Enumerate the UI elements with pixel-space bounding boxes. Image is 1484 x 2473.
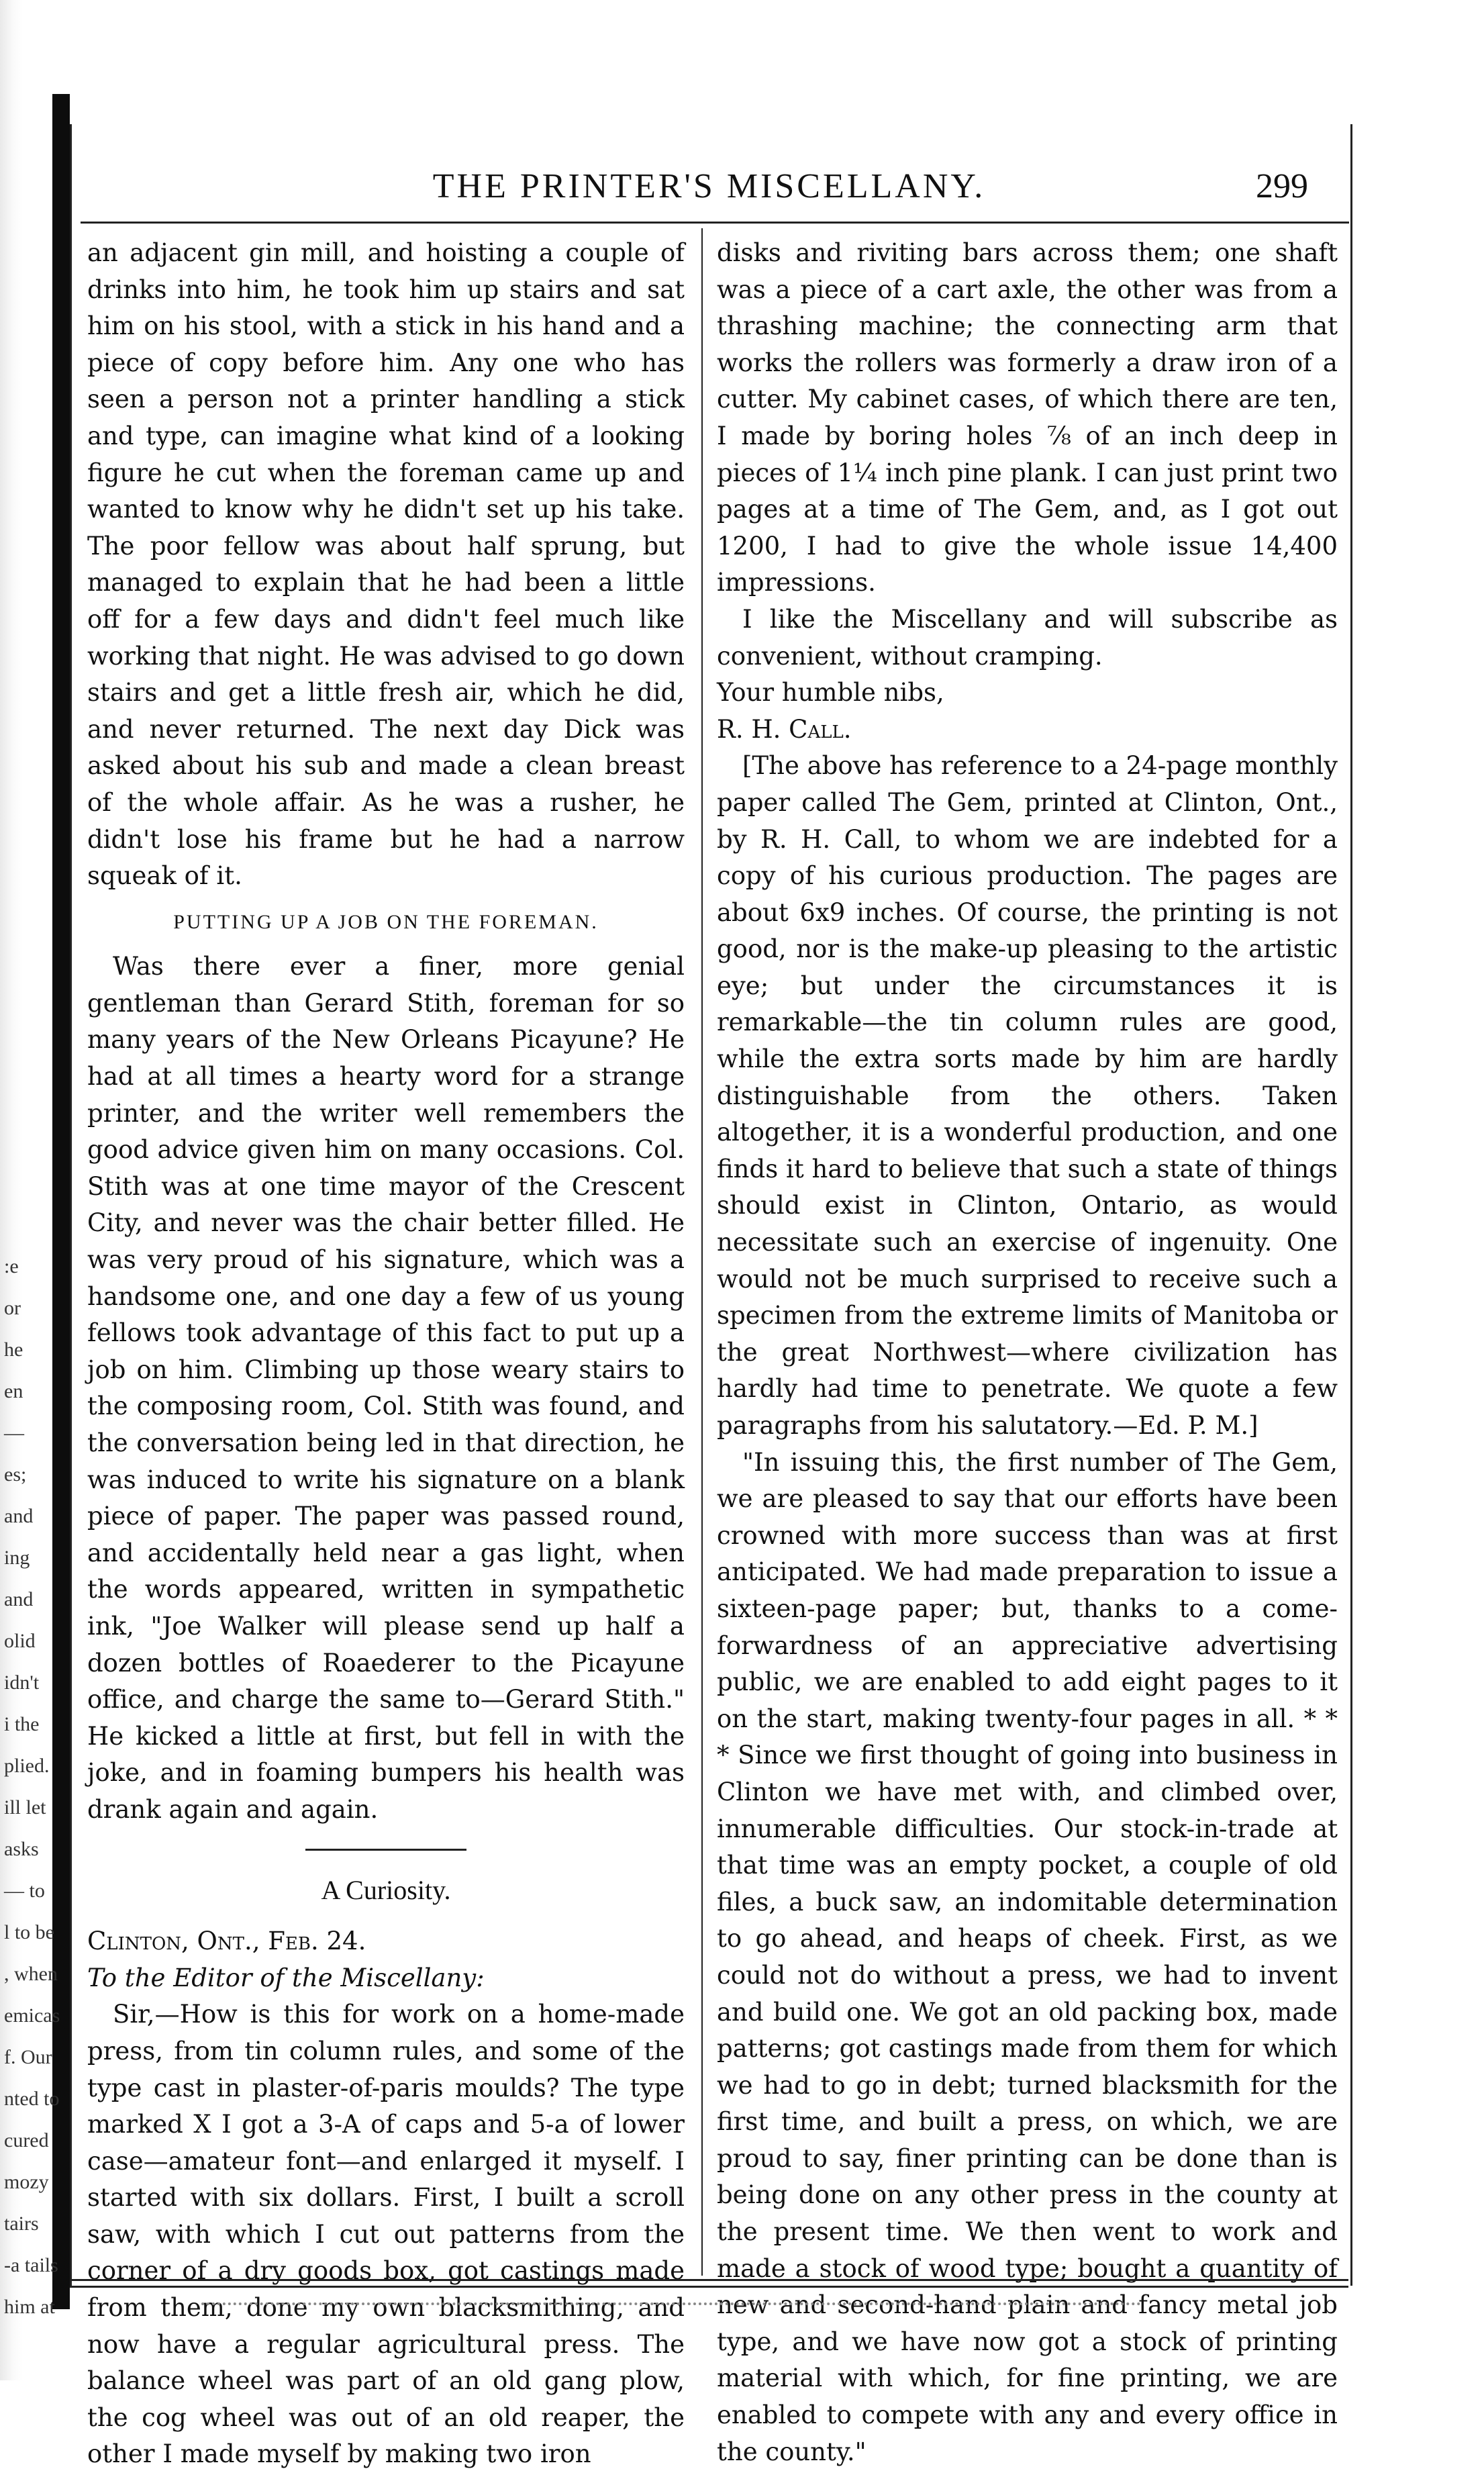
section-title: A Curiosity. bbox=[321, 1874, 451, 1905]
gutter-fragment: f. Our bbox=[4, 2046, 52, 2068]
page-header bbox=[70, 153, 1348, 213]
gutter-fragment: he bbox=[4, 1339, 23, 1361]
gutter-fragment: nted to bbox=[4, 2088, 60, 2110]
letter-closing: Your humble nibs, bbox=[717, 678, 944, 708]
gutter-fragment: ill let bbox=[4, 1796, 46, 1819]
running-title: THE PRINTER'S MISCELLANY. bbox=[432, 167, 986, 205]
gutter-fragment: idn't bbox=[4, 1671, 40, 1694]
section-subhead: PUTTING UP A JOB ON THE FOREMAN. bbox=[173, 910, 599, 933]
gutter-fragment: tairs bbox=[4, 2213, 39, 2235]
gutter-fragment: or bbox=[4, 1297, 21, 1319]
gutter-fragment: mozy bbox=[4, 2171, 49, 2193]
footer-ornament bbox=[201, 2302, 1141, 2305]
gutter-fragment: olid bbox=[4, 1630, 36, 1652]
letter-paragraph: Sir,—How is this for work on a home-made press, from tin column rules, and some of the type cast in plaster-of-paris moulds? The type marked X I got a 3-A of caps and 5-a of lower case—amateur font—and enlarged it myself. I started with six dollars. First, I built a scroll saw, with which I cut out patterns from the corner of a dry goods box, got castings made from them, done my own blacksmithing, and now have a regular agricultural press. The balance wheel was part of an old gang plow, the cog wheel was out of an old reaper, the other I made myself by making two iron bbox=[87, 2000, 685, 2469]
page-number: 299 bbox=[1256, 167, 1308, 205]
gutter-fragment: plied. bbox=[4, 1755, 50, 1777]
body-paragraph: Was there ever a finer, more genial gentleman than Gerard Stith, foreman for so many years of the New Orleans Picayune? He had at all times a hearty word for a strange printer, and the writer well remembers the good advice given him on many occasions. Col. Stith was at one time mayor of the Crescent City, and never was the chair better filled. He was very proud of his signature, which was a handsome one, and one day a few of us young fellows took advantage of this fact to put up a job on him. Climbing up those weary stairs to the composing room, Col. Stith was found, and the conversation being led in that direction, he was induced to write his signature on a blank piece of paper. The paper was passed round, and accidentally held near a gas light, when the words appeared, written in sympathetic ink, "Joe Walker will please send up half a dozen bottles of Roaederer to the Picayune office, and charge the same to—Gerard Stith." He kicked a little at first, but fell in with the joke, and in foaming bumpers his health was drank again and again. bbox=[87, 952, 685, 1824]
gutter-fragment: , when bbox=[4, 1963, 58, 1985]
gutter-fragment: es; bbox=[4, 1463, 27, 1486]
letter-signature: R. H. Call. bbox=[717, 714, 852, 744]
footer-rule-double bbox=[70, 2286, 1348, 2288]
gutter-fragment: en bbox=[4, 1380, 23, 1402]
editorial-note: [The above has reference to a 24-page monthly paper called The Gem, printed at Clinton, Ont., by R. H. Call, to whom we are indebted for a copy of his curious production. The pages are about 6x9 inches. Of course, the printing is not good, nor is the make-up pleasing to the artistic eye; but under the circumstances it is remarkable—the tin column rules are good, while the extra sorts made by him are hardly distinguishable from the others. Taken altogether, it is a wonderful production, and one finds it hard to believe that such a state of things should exist in Clinton, Ontario, as would necessitate such an exercise of ingenuity. One would not be much surprised to receive such a specimen from the extreme limits of Manitoba or the great Northwest—where civilization has hardly had time to penetrate. We quote a few paragraphs from his salutatory.—Ed. P. M.] bbox=[717, 751, 1338, 1440]
column-divider bbox=[701, 228, 703, 2276]
quoted-salutatory: "In issuing this, the first number of The Gem, we are pleased to say that our efforts have been crowned with more success than was at first anticipated. We had made preparation to issue a sixteen-page paper; but, thanks to a come-forwardness of an appreciative advertising public, we are enabled to add eight pages to it on the start, making twenty-four pages in all. * * * Since we first thought of going into business in Clinton we have met with, and climbed over, innumerable difficulties. Our stock-in-trade at that time was an empty pocket, a couple of old files, a buck saw, an indomitable determination to go ahead, and heaps of cheek. First, as we could not do without a press, we had to invent and build one. We got an old packing box, made patterns; got castings made from them for which we had to go in debt; turned blacksmith for the first time, and built a press, on which, we are proud to say, finer printing can be done than is being done on any other press in the county at the present time. We then went to work and made a stock of wood type; bought a quantity of new and second-hand plain and fancy metal job type, and we have now got a stock of printing material with which, for fine printing, we are enabled to compete with any and every office in the county." bbox=[717, 1447, 1338, 2466]
gutter-fragment: l to be bbox=[4, 1921, 54, 1943]
gutter-fragment: and bbox=[4, 1588, 34, 1610]
gutter-fragment: -a tails bbox=[4, 2254, 58, 2276]
gutter-fragment: asks bbox=[4, 1838, 39, 1860]
letter-paragraph: I like the Miscellany and will subscribe as convenient, without cramping. bbox=[717, 604, 1338, 671]
gutter-fragment: and bbox=[4, 1505, 34, 1527]
left-column bbox=[87, 235, 685, 2473]
right-column bbox=[717, 235, 1338, 2470]
gutter-fragment: ing bbox=[4, 1547, 30, 1569]
gutter-fragment: — to bbox=[4, 1880, 45, 1902]
gutter-fragment: i the bbox=[4, 1713, 40, 1735]
gutter-fragment: cured bbox=[4, 2129, 49, 2151]
gutter-fragment: :e bbox=[4, 1255, 19, 1277]
gutter-fragment: — bbox=[4, 1422, 24, 1444]
header-rule bbox=[81, 222, 1349, 224]
footer-rule bbox=[70, 2279, 1348, 2281]
letter-paragraph: disks and riviting bars across them; one shaft was a piece of a cart axle, the other was from a thrashing machine; the connecting arm that works the rollers was formerly a draw iron of a cutter. My cabinet cases, of which there are ten, I made by boring holes ⅞ of an inch deep in pieces of 1¼ inch pine plank. I can just print two pages at a time of The Gem, and, as I got out 1200, I had to give the whole issue 14,400 impressions. bbox=[717, 238, 1338, 597]
gutter-fragment: him at bbox=[4, 2296, 55, 2318]
letter-dateline: Clinton, Ont., Feb. 24. bbox=[87, 1927, 366, 1956]
gutter-fragment: emicas bbox=[4, 2004, 60, 2027]
body-paragraph: an adjacent gin mill, and hoisting a couple of drinks into him, he took him up stairs and sat him on his stool, with a stick in his hand and a piece of copy before him. Any one who has seen a person not a printer handling a stick and type, can imagine what kind of a looking figure he cut when the foreman came up and wanted to know why he didn't set up his take. The poor fellow was about half sprung, but managed to explain that he had been a little off for a few days and didn't feel much like working that night. He was advised to go down stairs and get a little fresh air, which he did, and never returned. The next day Dick was asked about his sub and made a clean breast of the whole affair. As he was a rusher, he didn't lose his frame but he had a narrow squeak of it. bbox=[87, 238, 685, 891]
section-divider bbox=[305, 1849, 466, 1851]
letter-addressee: To the Editor of the Miscellany: bbox=[87, 1963, 485, 1992]
